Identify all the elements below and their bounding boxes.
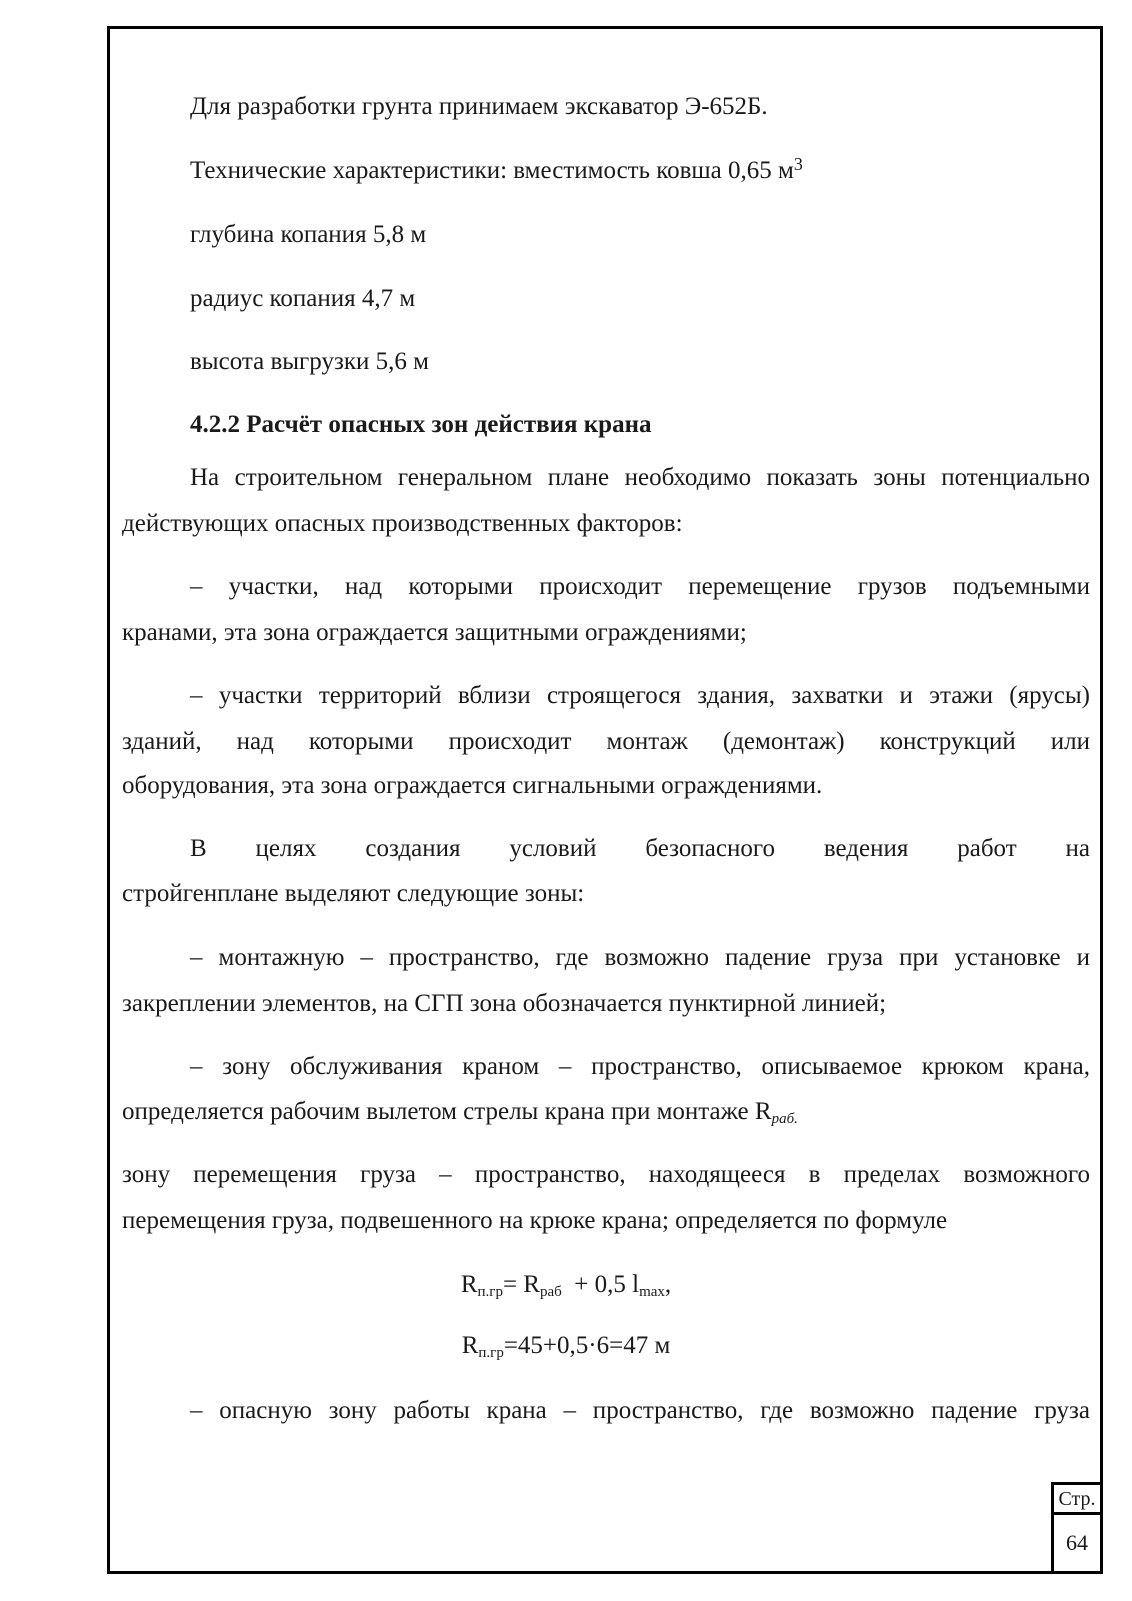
text-line: – монтажную – пространство, где возможно падение груза при установке и <box>190 944 1090 971</box>
text-line: зону перемещения груза – пространство, находящееся в пределах возможного <box>122 1161 1090 1188</box>
text-line: – участки, над которыми происходит перемещение грузов подъемными <box>190 573 1090 600</box>
text-line: зданий, над которыми происходит монтаж (демонтаж) конструкций или <box>122 728 1090 755</box>
text-line: стройгенплане выделяют следующие зоны: <box>122 880 585 907</box>
formula-rest: =45+0,5·6=47 м <box>503 1332 671 1359</box>
text-line: действующих опасных производственных факторов: <box>122 510 683 537</box>
formula-sub: раб <box>539 1284 562 1300</box>
text-line <box>190 156 803 186</box>
formula-r: R <box>461 1332 479 1359</box>
text-line: кранами, эта зона ограждается защитными ограждениями; <box>122 619 747 646</box>
text-line: радиус копания 4,7 м <box>190 285 416 312</box>
formula-1 <box>0 1270 1132 1300</box>
text-span: определяется рабочим вылетом стрелы крана при монтаже R <box>122 1098 772 1125</box>
text-line: – опасную зону работы крана – пространство, где возможно падение груза <box>190 1397 1090 1424</box>
formula-sub: п.гр <box>478 1345 504 1361</box>
text-line: Для разработки грунта принимаем экскаватор Э-652Б. <box>190 93 768 120</box>
formula-tail: + 0,5 l <box>561 1271 640 1298</box>
text-span: Технические характеристики: вместимость ковша 0,65 м <box>190 157 794 184</box>
text-line: перемещения груза, подвешенного на крюке крана; определяется по формуле <box>122 1207 948 1234</box>
page-stamp-label: Стр. <box>1051 1482 1103 1515</box>
formula-r: R <box>460 1271 478 1298</box>
text-line: глубина копания 5,8 м <box>190 221 427 248</box>
text-line: закреплении элементов, на СГП зона обозначается пунктирной линией; <box>122 990 887 1017</box>
formula-sub: п.гр <box>477 1284 503 1300</box>
text-line: На строительном генеральном плане необходимо показать зоны потенциально <box>190 464 1090 491</box>
section-heading: 4.2.2 Расчёт опасных зон действия крана <box>190 411 652 438</box>
superscript: 3 <box>793 154 803 174</box>
formula-mid: = R <box>502 1271 540 1298</box>
formula-2 <box>0 1331 1132 1361</box>
text-line: высота выгрузки 5,6 м <box>190 348 429 375</box>
text-line: В целях создания условий безопасного ведения работ на <box>190 835 1090 862</box>
page-number: 64 <box>1051 1512 1103 1574</box>
subscript: раб. <box>771 1111 798 1127</box>
text-line: оборудования, эта зона ограждается сигнальными ограждениями. <box>122 772 823 799</box>
formula-end: , <box>664 1271 672 1298</box>
text-line <box>122 1097 798 1127</box>
text-line: – участки территорий вблизи строящегося здания, захватки и этажи (ярусы) <box>190 682 1090 709</box>
text-line: – зону обслуживания краном – пространство, описываемое крюком крана, <box>190 1053 1090 1080</box>
formula-sub: max <box>639 1284 665 1300</box>
